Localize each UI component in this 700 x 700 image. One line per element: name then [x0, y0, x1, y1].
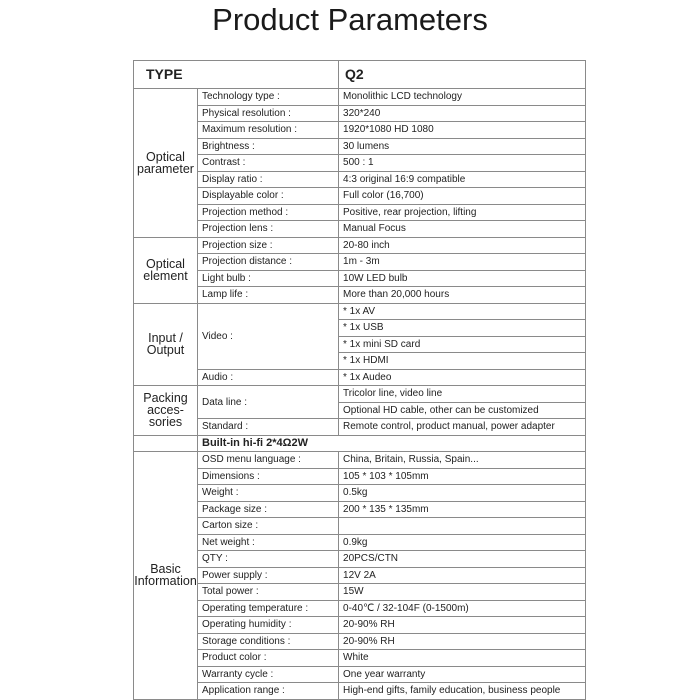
param-label: Video :: [198, 303, 339, 369]
param-label: Operating temperature :: [198, 600, 339, 617]
table-row: [134, 666, 586, 683]
page-title: Product Parameters: [212, 2, 488, 37]
builtin-speaker: Built-in hi-fi 2*4Ω2W: [198, 435, 586, 452]
param-value: 200 * 135 * 135mm: [339, 501, 586, 518]
group-optical-element: Optical element: [134, 237, 198, 303]
param-value: Monolithic LCD technology: [339, 89, 586, 106]
param-value: 15W: [339, 584, 586, 601]
param-label: Projection distance :: [198, 254, 339, 271]
param-label: Data line :: [198, 386, 339, 419]
param-value: 20-90% RH: [339, 617, 586, 634]
param-value: 12V 2A: [339, 567, 586, 584]
param-label: Product color :: [198, 650, 339, 667]
group-basic-information: Basic Information: [134, 452, 198, 700]
param-value: * 1x HDMI: [339, 353, 586, 370]
param-value: * 1x USB: [339, 320, 586, 337]
table-row: [134, 122, 586, 139]
table-row: [134, 452, 586, 469]
param-value: 320*240: [339, 105, 586, 122]
param-label: Contrast :: [198, 155, 339, 172]
table-row: [134, 369, 586, 386]
param-label: Weight :: [198, 485, 339, 502]
table-row: [134, 518, 586, 535]
param-label: Warranty cycle :: [198, 666, 339, 683]
table-row: [134, 584, 586, 601]
param-value: Manual Focus: [339, 221, 586, 238]
param-label: Brightness :: [198, 138, 339, 155]
table-row: [134, 501, 586, 518]
param-value: Remote control, product manual, power adapter: [339, 419, 586, 436]
param-label: Power supply :: [198, 567, 339, 584]
type-row: [134, 61, 586, 89]
table-row: [134, 600, 586, 617]
table-row: [134, 468, 586, 485]
param-value: * 1x mini SD card: [339, 336, 586, 353]
param-label: Physical resolution :: [198, 105, 339, 122]
group-input-output: Input / Output: [134, 303, 198, 386]
param-label: Projection method :: [198, 204, 339, 221]
table-row: [134, 204, 586, 221]
table-row: [134, 105, 586, 122]
table-row: [134, 221, 586, 238]
table-row: [134, 188, 586, 205]
table-row: [134, 287, 586, 304]
param-label: Total power :: [198, 584, 339, 601]
param-label: Light bulb :: [198, 270, 339, 287]
param-label: Projection size :: [198, 237, 339, 254]
param-label: Net weight :: [198, 534, 339, 551]
table-row: [134, 419, 586, 436]
param-value: Full color (16,700): [339, 188, 586, 205]
table-row: [134, 650, 586, 667]
param-value: Tricolor line, video line: [339, 386, 586, 403]
param-value: 1920*1080 HD 1080: [339, 122, 586, 139]
param-value: More than 20,000 hours: [339, 287, 586, 304]
param-value: 1m - 3m: [339, 254, 586, 271]
param-label: Operating humidity :: [198, 617, 339, 634]
param-label: Projection lens :: [198, 221, 339, 238]
param-label: Audio :: [198, 369, 339, 386]
table-row: [134, 237, 586, 254]
table-row: [134, 171, 586, 188]
param-value: 500 : 1: [339, 155, 586, 172]
table-row: [134, 633, 586, 650]
table-row: [134, 485, 586, 502]
param-label: Carton size :: [198, 518, 339, 535]
type-label: TYPE: [134, 61, 339, 89]
spec-table: [133, 60, 586, 700]
param-label: Maximum resolution :: [198, 122, 339, 139]
table-row: [134, 303, 586, 320]
param-label: Display ratio :: [198, 171, 339, 188]
param-value: * 1x Audeo: [339, 369, 586, 386]
param-value: High-end gifts, family education, business people: [339, 683, 586, 700]
param-label: Package size :: [198, 501, 339, 518]
table-row: [134, 617, 586, 634]
table-row: [134, 435, 586, 452]
table-row: [134, 89, 586, 106]
table-row: [134, 386, 586, 403]
param-value: 0.9kg: [339, 534, 586, 551]
table-row: [134, 551, 586, 568]
group-optical-parameter: Optical parameter: [134, 89, 198, 238]
param-label: QTY :: [198, 551, 339, 568]
param-value: 20-80 inch: [339, 237, 586, 254]
table-row: [134, 683, 586, 700]
param-value: Positive, rear projection, lifting: [339, 204, 586, 221]
param-value: 10W LED bulb: [339, 270, 586, 287]
table-row: [134, 254, 586, 271]
table-row: [134, 138, 586, 155]
param-value: 20-90% RH: [339, 633, 586, 650]
param-label: Displayable color :: [198, 188, 339, 205]
param-label: Dimensions :: [198, 468, 339, 485]
param-value: White: [339, 650, 586, 667]
param-value: * 1x AV: [339, 303, 586, 320]
param-value: China, Britain, Russia, Spain...: [339, 452, 586, 469]
param-label: Standard :: [198, 419, 339, 436]
empty-cell: [134, 435, 198, 452]
table-row: [134, 567, 586, 584]
param-label: Storage conditions :: [198, 633, 339, 650]
param-value: 0-40℃ / 32-104F (0-1500m): [339, 600, 586, 617]
param-label: OSD menu language :: [198, 452, 339, 469]
param-value: 105 * 103 * 105mm: [339, 468, 586, 485]
param-value: 20PCS/CTN: [339, 551, 586, 568]
param-value: [339, 518, 586, 535]
type-value: Q2: [339, 61, 586, 89]
table-row: [134, 270, 586, 287]
table-row: [134, 534, 586, 551]
param-value: Optional HD cable, other can be customized: [339, 402, 586, 419]
param-label: Application range :: [198, 683, 339, 700]
group-packing-accessories: Packing acces- sories: [134, 386, 198, 436]
table-row: [134, 155, 586, 172]
param-value: 30 lumens: [339, 138, 586, 155]
param-label: Technology type :: [198, 89, 339, 106]
param-value: 0.5kg: [339, 485, 586, 502]
param-value: One year warranty: [339, 666, 586, 683]
param-label: Lamp life :: [198, 287, 339, 304]
param-value: 4:3 original 16:9 compatible: [339, 171, 586, 188]
